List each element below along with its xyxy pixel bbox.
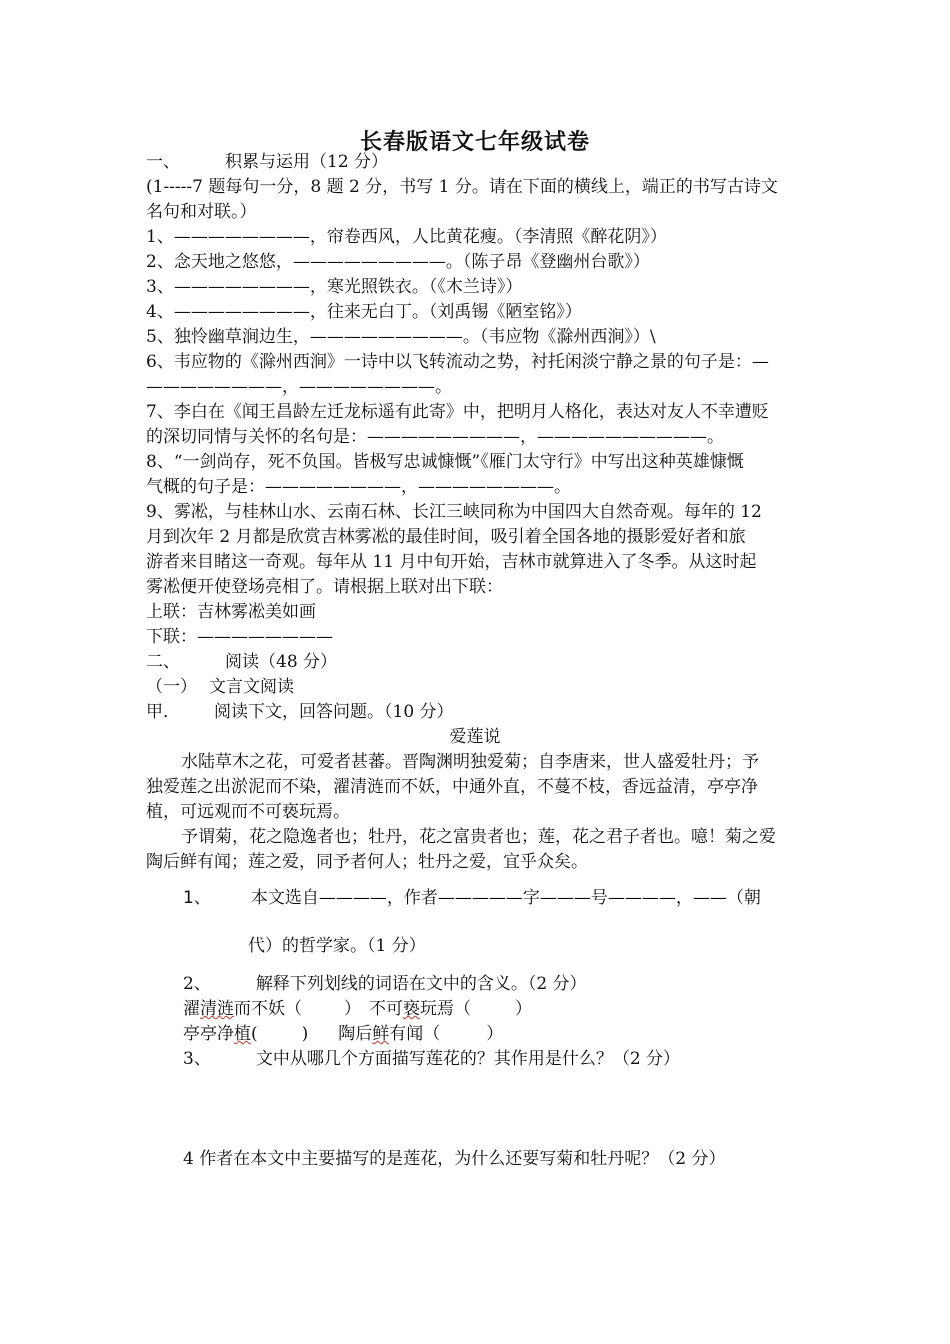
section1-intro-line2: 名句和对联。） <box>146 202 257 222</box>
vocab-row-1 <box>183 997 532 1021</box>
essay-p2-line2: 陶后鲜有闻；莲之爱，同予者何人；牡丹之爱，宜乎众矣。 <box>146 852 588 872</box>
part-number: 甲． <box>146 702 180 722</box>
question-7-line1: 7、李白在《闻王昌龄左迁龙标遥有此寄》中，把明月人格化，表达对友人不幸遭贬 <box>146 402 769 422</box>
reading-question-3 <box>183 1047 680 1071</box>
question-8-line2: 气概的句子是：————————，————————。 <box>146 477 571 497</box>
question-2: 2、念天地之悠悠，—————————。（陈子昂《登幽州台歌》） <box>146 252 650 272</box>
question-7-line2: 的深切同情与关怀的名句是：—————————，——————————。 <box>146 427 724 447</box>
section1-number: 一、 <box>146 152 180 172</box>
essay-p1-line1: 水陆草木之花，可爱者甚蕃。晋陶渊明独爱菊；自李唐来，世人盛爱牡丹；予 <box>181 752 759 772</box>
question-9-line2: 月到次年 2 月都是欣赏吉林雾凇的最佳时间，吸引着全国各地的摄影爱好者和旅 <box>146 527 746 547</box>
subsection-number: （一） <box>146 677 197 697</box>
question-1: 1、————————，帘卷西风，人比黄花瘦。（李清照《醉花阴》） <box>146 227 667 247</box>
vocab-4: 陶后鲜有闻（ ） <box>338 1024 504 1044</box>
section2-heading <box>146 650 337 674</box>
subsection-title: 文言文阅读 <box>209 677 294 697</box>
reading-question-1-text: 本文选自————，作者—————字———号————，——（朝 <box>250 888 761 908</box>
essay-p2-line1: 予谓菊，花之隐逸者也；牡丹，花之富贵者也；莲，花之君子者也。噫！菊之爱 <box>181 827 776 847</box>
question-6-line1: 6、韦应物的《滁州西涧》一诗中以飞转流动之势，衬托闲淡宁静之景的句子是：— <box>146 352 769 372</box>
question-3: 3、————————，寒光照铁衣。（《木兰诗》） <box>146 277 523 297</box>
essay-title: 爱莲说 <box>449 727 501 747</box>
question-5: 5、独怜幽草涧边生，—————————。（韦应物《滁州西涧》）\ <box>146 327 656 347</box>
vocab-3: 亭亭净植( ) <box>183 1024 309 1044</box>
reading-question-3-text: 文中从哪几个方面描写莲花的？其作用是什么？（2 分） <box>255 1049 681 1069</box>
vocab-1: 濯清涟而不妖（ ） <box>183 999 361 1019</box>
question-9-line1: 9、雾凇，与桂林山水、云南石林、长江三峡同称为中国四大自然奇观。每年的 12 <box>146 502 762 522</box>
question-9-line4: 雾凇便开使登场亮相了。请根据上联对出下联： <box>146 577 503 597</box>
part-heading <box>146 700 454 724</box>
reading-question-4: 4 作者在本文中主要描写的是莲花，为什么还要写菊和牡丹呢？（2 分） <box>183 1149 726 1169</box>
reading-question-2-number: 2、 <box>183 974 211 994</box>
question-9-line3: 游者来目睹这一奇观。每年从 11 月中旬开始，吉林市就算进入了冬季。从这时起 <box>146 552 757 572</box>
vocab-2: 不可亵玩焉（ ） <box>369 999 532 1019</box>
reading-question-2 <box>183 972 587 996</box>
section2-title: 阅读（48 分） <box>225 652 338 672</box>
section2-number: 二、 <box>146 652 180 672</box>
reading-question-1-line1 <box>183 886 761 910</box>
reading-question-1-number: 1、 <box>183 888 211 908</box>
couplet-lower: 下联：———————— <box>146 627 333 647</box>
reading-question-1-line2: 代）的哲学家。（1 分） <box>248 936 426 956</box>
section1-heading <box>146 150 388 174</box>
question-6-line2: ————————，————————。 <box>146 377 452 397</box>
reading-question-2-text: 解释下列划线的词语在文中的含义。（2 分） <box>255 974 587 994</box>
page-title: 长春版语文七年级试卷 <box>359 129 590 155</box>
couplet-upper: 上联：吉林雾凇美如画 <box>146 602 316 622</box>
question-8-line1: 8、“一剑尚存，死不负国。皆极写忠诚慷慨”《雁门太守行》中写出这种英雄慷慨 <box>146 452 744 472</box>
part-title: 阅读下文，回答问题。（10 分） <box>214 702 454 722</box>
vocab-row-2 <box>183 1022 503 1046</box>
section1-intro-line1: (1-----7 题每句一分，8 题 2 分，书写 1 分。请在下面的横线上，端正的书写古诗文 <box>146 177 778 197</box>
section1-title: 积累与运用（12 分） <box>225 152 389 172</box>
essay-p1-line3: 植，可远观而不可亵玩焉。 <box>146 802 350 822</box>
question-4: 4、————————，往来无白丁。（刘禹锡《陋室铭》） <box>146 302 582 322</box>
reading-question-3-number: 3、 <box>183 1049 211 1069</box>
essay-p1-line2: 独爱莲之出淤泥而不染，濯清涟而不妖，中通外直，不蔓不枝，香远益清，亭亭净 <box>146 777 758 797</box>
subsection-heading <box>146 675 294 699</box>
